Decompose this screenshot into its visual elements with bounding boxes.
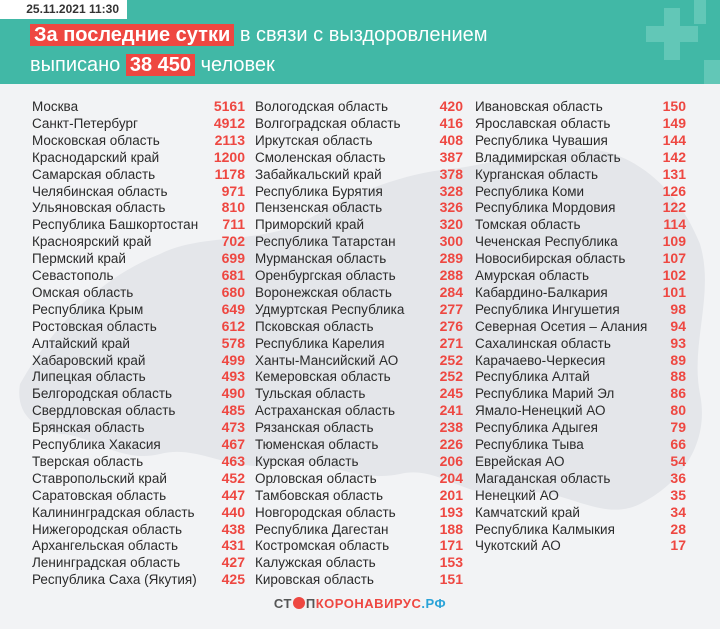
region-name: Краснодарский край <box>32 149 160 165</box>
region-value: 378 <box>439 165 463 182</box>
region-value: 36 <box>670 469 686 486</box>
table-row <box>32 436 245 453</box>
region-value: 102 <box>662 267 686 283</box>
table-row <box>32 98 245 115</box>
region-name: Севастополь <box>32 268 114 283</box>
region-value: 499 <box>221 351 245 368</box>
region-value: 387 <box>439 148 463 165</box>
table-row <box>255 419 463 436</box>
region-name: Кемеровская область <box>255 369 391 385</box>
table-row <box>475 216 686 233</box>
region-value: 193 <box>439 503 463 520</box>
table-row <box>255 537 463 554</box>
region-value: 463 <box>221 452 245 469</box>
region-value: 144 <box>662 131 686 148</box>
region-value: 122 <box>662 199 686 216</box>
table-row <box>32 419 245 436</box>
table-row <box>255 335 463 352</box>
title-rest: в связи с выздоровлением <box>239 24 488 46</box>
region-name: Ивановская область <box>475 99 603 114</box>
table-row <box>475 318 686 335</box>
region-name: Камчатский край <box>475 504 580 520</box>
region-name: Астраханская область <box>255 403 396 419</box>
region-name: Калужская область <box>255 555 376 571</box>
table-row <box>255 571 463 588</box>
title-highlight: За последние сутки <box>30 24 234 46</box>
table-row <box>32 149 245 166</box>
region-value: 493 <box>221 368 245 385</box>
region-name: Тульская область <box>255 386 366 402</box>
region-name: Республика Коми <box>475 183 585 199</box>
region-name: Магаданская область <box>475 470 611 486</box>
region-name: Кировская область <box>255 572 374 588</box>
region-name: Омская область <box>32 284 134 300</box>
table-row <box>475 115 686 132</box>
region-value: 578 <box>221 334 245 351</box>
region-name: Республика Ингушетия <box>475 301 620 317</box>
brand-text-d: .РФ <box>421 596 447 611</box>
title-suffix: человек <box>200 54 275 76</box>
region-name: Республика Бурятия <box>255 183 383 199</box>
table-row <box>255 199 463 216</box>
virus-icon <box>293 597 305 609</box>
region-name: Красноярский край <box>32 234 152 250</box>
date-stamp: 25.11.2021 11:30 <box>0 0 127 19</box>
plus-decoration <box>694 0 706 24</box>
region-name: Амурская область <box>475 268 590 283</box>
region-value: 4912 <box>213 114 245 131</box>
table-row <box>475 453 686 470</box>
region-value: 151 <box>439 571 463 588</box>
table-row <box>32 115 245 132</box>
region-value: 971 <box>221 182 245 199</box>
region-value: 86 <box>670 385 686 402</box>
region-name: Ростовская область <box>32 318 157 334</box>
region-name: Самарская область <box>32 166 156 182</box>
region-value: 66 <box>670 436 686 452</box>
region-value: 438 <box>221 520 245 537</box>
table-row <box>32 453 245 470</box>
footer-brand <box>0 596 720 620</box>
region-value: 109 <box>662 233 686 250</box>
region-value: 420 <box>439 98 463 114</box>
region-name: Республика Башкортостан <box>32 217 199 233</box>
table-row <box>255 402 463 419</box>
region-value: 28 <box>670 520 686 537</box>
region-value: 289 <box>439 250 463 267</box>
region-value: 89 <box>670 351 686 368</box>
region-value: 427 <box>221 554 245 571</box>
table-row <box>255 250 463 267</box>
region-name: Республика Адыгея <box>475 420 598 436</box>
plus-decoration <box>646 26 698 42</box>
table-row <box>32 352 245 369</box>
table-row <box>255 166 463 183</box>
table-row <box>255 98 463 115</box>
brand-text-c: КОРОНАВИРУС <box>315 596 422 611</box>
region-value: 131 <box>662 165 686 182</box>
table-row <box>255 470 463 487</box>
table-row <box>255 216 463 233</box>
brand-text-a: СТ <box>273 596 292 611</box>
table-row <box>32 250 245 267</box>
region-name: Псковская область <box>255 318 374 334</box>
table-row <box>475 98 686 115</box>
table-row <box>475 368 686 385</box>
table-row <box>475 267 686 284</box>
region-name: Еврейская АО <box>475 453 565 469</box>
region-name: Москва <box>32 99 79 114</box>
region-value: 88 <box>670 368 686 385</box>
region-value: 485 <box>221 402 245 419</box>
region-value: 79 <box>670 419 686 436</box>
region-name: Свердловская область <box>32 403 176 419</box>
region-value: 238 <box>439 419 463 436</box>
region-name: Республика Мордовия <box>475 200 616 216</box>
table-row <box>255 115 463 132</box>
region-value: 204 <box>439 469 463 486</box>
table-row <box>32 301 245 318</box>
region-name: Республика Карелия <box>255 335 385 351</box>
region-value: 452 <box>221 469 245 486</box>
table-row <box>255 183 463 200</box>
table-row <box>255 233 463 250</box>
region-name: Нижегородская область <box>32 521 183 537</box>
table-row <box>475 166 686 183</box>
region-name: Приморский край <box>255 217 365 233</box>
table-row <box>32 571 245 588</box>
table-row <box>32 335 245 352</box>
table-row <box>32 216 245 233</box>
region-name: Смоленская область <box>255 149 386 165</box>
region-name: Республика Крым <box>32 301 144 317</box>
region-value: 277 <box>439 300 463 317</box>
region-name: Чеченская Республика <box>475 234 618 250</box>
region-value: 252 <box>439 368 463 385</box>
table-row <box>475 149 686 166</box>
region-name: Республика Алтай <box>475 369 590 385</box>
table-row <box>475 284 686 301</box>
region-value: 473 <box>221 419 245 436</box>
region-name: Республика Татарстан <box>255 234 396 250</box>
table-row <box>475 132 686 149</box>
table-row <box>32 487 245 504</box>
region-value: 201 <box>439 486 463 503</box>
table-row <box>255 504 463 521</box>
table-row <box>475 385 686 402</box>
brand-text-b: П <box>305 596 316 611</box>
region-name: Республика Дагестан <box>255 521 389 537</box>
table-row <box>32 199 245 216</box>
table-row <box>32 132 245 149</box>
region-value: 447 <box>221 486 245 503</box>
region-value: 284 <box>439 283 463 300</box>
region-name: Тюменская область <box>255 437 379 452</box>
title-prefix: выписано <box>30 54 121 76</box>
region-value: 711 <box>222 216 245 233</box>
title-line-2 <box>30 52 275 79</box>
region-name: Ханты-Мансийский АО <box>255 352 399 368</box>
table-row <box>475 537 686 554</box>
region-name: Республика Хакасия <box>32 437 161 452</box>
region-name: Воронежская область <box>255 284 392 300</box>
region-name: Орловская область <box>255 470 377 486</box>
region-name: Ненецкий АО <box>475 487 559 503</box>
region-value: 288 <box>439 267 463 283</box>
region-name: Хабаровский край <box>32 352 146 368</box>
region-name: Рязанская область <box>255 420 374 436</box>
region-value: 126 <box>662 182 686 199</box>
recovered-count: 38 450 <box>126 54 195 76</box>
table-row <box>255 352 463 369</box>
region-value: 271 <box>439 334 463 351</box>
region-value: 93 <box>670 334 686 351</box>
region-name: Удмуртская Республика <box>255 301 405 317</box>
region-value: 5161 <box>213 98 245 114</box>
region-name: Ставропольский край <box>32 470 167 486</box>
table-row <box>32 318 245 335</box>
region-name: Пермский край <box>32 251 126 267</box>
region-name: Саратовская область <box>32 487 167 503</box>
region-name: Иркутская область <box>255 132 373 148</box>
region-name: Забайкальский край <box>255 166 382 182</box>
table-row <box>255 368 463 385</box>
region-value: 490 <box>221 385 245 402</box>
region-value: 416 <box>439 114 463 131</box>
region-name: Республика Саха (Якутия) <box>32 572 197 588</box>
table-row <box>475 419 686 436</box>
region-name: Республика Марий Эл <box>475 386 615 402</box>
region-value: 1178 <box>214 165 245 182</box>
region-value: 680 <box>221 283 245 300</box>
region-name: Челябинская область <box>32 183 168 199</box>
region-name: Новосибирская область <box>475 251 626 267</box>
region-value: 35 <box>670 486 686 503</box>
region-value: 101 <box>662 283 686 300</box>
region-name: Тверская область <box>32 453 144 469</box>
table-row <box>32 402 245 419</box>
region-value: 702 <box>221 233 245 250</box>
region-value: 107 <box>662 250 686 267</box>
table-row <box>475 233 686 250</box>
region-name: Белгородская область <box>32 386 173 402</box>
region-value: 440 <box>221 503 245 520</box>
region-value: 17 <box>670 537 686 554</box>
region-name: Сахалинская область <box>475 335 611 351</box>
table-row <box>475 504 686 521</box>
region-name: Мурманская область <box>255 251 387 267</box>
table-row <box>255 267 463 284</box>
region-name: Московская область <box>32 132 160 148</box>
region-value: 153 <box>439 554 463 571</box>
region-value: 114 <box>663 216 686 233</box>
region-name: Костромская область <box>255 538 390 554</box>
table-row <box>475 199 686 216</box>
region-name: Республика Калмыкия <box>475 521 615 537</box>
table-row <box>255 385 463 402</box>
table-row <box>32 284 245 301</box>
region-name: Калининградская область <box>32 504 195 520</box>
table-row <box>475 183 686 200</box>
table-row <box>255 301 463 318</box>
table-row <box>32 166 245 183</box>
table-row <box>255 132 463 149</box>
table-row <box>475 301 686 318</box>
region-name: Ярославская область <box>475 115 611 131</box>
region-name: Липецкая область <box>32 369 146 385</box>
region-name: Ямало-Ненецкий АО <box>475 403 606 419</box>
region-value: 245 <box>439 385 463 402</box>
region-value: 2113 <box>214 131 245 148</box>
region-value: 326 <box>439 199 463 216</box>
table-row <box>32 267 245 284</box>
table-row <box>32 521 245 538</box>
title-line-1 <box>30 22 488 49</box>
region-value: 206 <box>439 452 463 469</box>
region-value: 699 <box>221 250 245 267</box>
region-value: 188 <box>439 520 463 537</box>
region-name: Тамбовская область <box>255 487 384 503</box>
table-row <box>255 554 463 571</box>
region-value: 649 <box>221 300 245 317</box>
table-row <box>475 436 686 453</box>
region-value: 408 <box>439 131 463 148</box>
header-banner <box>0 0 720 84</box>
table-row <box>32 368 245 385</box>
table-row <box>32 470 245 487</box>
region-name: Республика Чувашия <box>475 132 608 148</box>
region-name: Архангельская область <box>32 538 179 554</box>
region-name: Ульяновская область <box>32 200 166 216</box>
table-row <box>255 521 463 538</box>
table-row <box>475 335 686 352</box>
region-value: 467 <box>221 436 245 452</box>
table-row <box>32 183 245 200</box>
region-value: 34 <box>670 503 686 520</box>
table-row <box>475 352 686 369</box>
region-name: Оренбургская область <box>255 268 396 283</box>
table-row <box>32 504 245 521</box>
region-value: 612 <box>221 317 245 334</box>
region-name: Владимирская область <box>475 149 621 165</box>
region-name: Республика Тыва <box>475 437 584 452</box>
table-row <box>32 537 245 554</box>
region-value: 252 <box>439 351 463 368</box>
region-name: Волгоградская область <box>255 115 401 131</box>
region-name: Вологодская область <box>255 99 388 114</box>
table-row <box>475 250 686 267</box>
region-value: 149 <box>662 114 686 131</box>
region-value: 276 <box>439 317 463 334</box>
region-name: Новгородская область <box>255 504 396 520</box>
table-row <box>475 487 686 504</box>
region-name: Карачаево-Черкесия <box>475 352 606 368</box>
region-name: Ленинградская область <box>32 555 181 571</box>
region-value: 681 <box>221 267 245 283</box>
region-value: 94 <box>670 317 686 334</box>
region-value: 150 <box>662 98 686 114</box>
table-row <box>255 436 463 453</box>
table-row <box>475 521 686 538</box>
region-value: 431 <box>221 537 245 554</box>
region-value: 80 <box>670 402 686 419</box>
region-value: 54 <box>670 452 686 469</box>
region-name: Северная Осетия – Алания <box>475 318 648 334</box>
region-value: 300 <box>439 233 463 250</box>
table-row <box>32 233 245 250</box>
region-value: 241 <box>439 402 463 419</box>
region-name: Алтайский край <box>32 335 130 351</box>
table-row <box>255 149 463 166</box>
region-value: 1200 <box>213 148 245 165</box>
region-value: 425 <box>221 571 245 588</box>
table-row <box>475 470 686 487</box>
table-row <box>32 385 245 402</box>
region-name: Томская область <box>475 217 581 233</box>
region-name: Курская область <box>255 453 359 469</box>
region-name: Санкт-Петербург <box>32 115 138 131</box>
table-row <box>255 487 463 504</box>
region-value: 142 <box>662 148 686 165</box>
table-row <box>255 284 463 301</box>
region-name: Пензенская область <box>255 200 383 216</box>
region-value: 810 <box>221 199 245 216</box>
table-row <box>32 554 245 571</box>
region-value: 226 <box>439 436 463 452</box>
table-row <box>475 402 686 419</box>
region-name: Чукотский АО <box>475 538 561 554</box>
region-name: Брянская область <box>32 420 145 436</box>
region-value: 320 <box>439 216 463 233</box>
region-value: 98 <box>670 300 686 317</box>
region-name: Курганская область <box>475 166 599 182</box>
region-value: 171 <box>439 537 463 554</box>
region-value: 328 <box>439 182 463 199</box>
table-row <box>255 453 463 470</box>
table-row <box>255 318 463 335</box>
plus-decoration <box>704 60 720 84</box>
region-name: Кабардино-Балкария <box>475 284 608 300</box>
